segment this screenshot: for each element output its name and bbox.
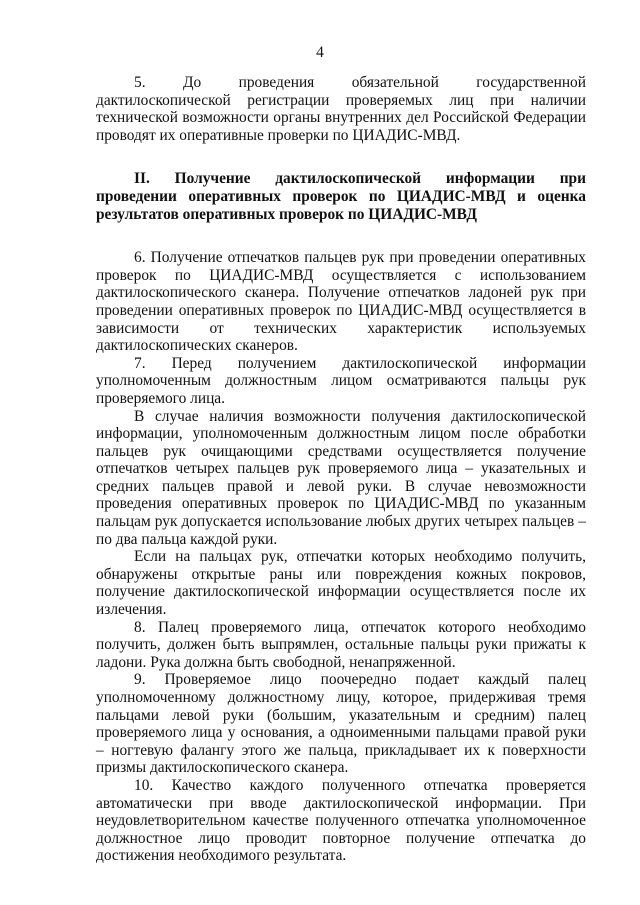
paragraph-8: 8. Палец проверяемого лица, отпечаток которого необходимо получить, должен быть выпрямлен, остальные пальцы руки прижаты к ладони. Рука должна быть свободной, ненапряженной. bbox=[96, 618, 586, 671]
section-heading: II. Получение дактилоскопической информации при проведении оперативных проверок по ЦИАДИС-МВД и оценка результатов оперативных проверок по ЦИАДИС-МВД bbox=[96, 170, 586, 223]
paragraph-7: 7. Перед получением дактилоскопической информации уполномоченным должностным лицом осматриваются пальцы рук проверяемого лица. bbox=[96, 354, 586, 407]
paragraph-6: 6. Получение отпечатков пальцев рук при проведении оперативных проверок по ЦИАДИС-МВД осуществляется с использованием дактилоскопического сканера. Получение отпечатков ладоней рук при проведении оперативных проверок по ЦИАДИС-МВД осуществляется в зависимости от технических характеристик используемых дактилоскопических сканеров. bbox=[96, 249, 586, 355]
paragraph-7-wounds: Если на пальцах рук, отпечатки которых необходимо получить, обнаружены открытые раны или повреждения кожных покровов, получение дактилоскопической информации осуществляется после их излечения. bbox=[96, 548, 586, 619]
document-body bbox=[96, 74, 586, 865]
paragraph-10: 10. Качество каждого полученного отпечатка проверяется автоматически при вводе дактилоскопической информации. При неудовлетворительном качестве полученного отпечатка уполномоченное должностное лицо проводит повторное получение отпечатка до достижения необходимого результата. bbox=[96, 776, 586, 865]
paragraph-5: 5. До проведения обязательной государственной дактилоскопической регистрации проверяемых лиц при наличии технической возможности органы внутренних дел Российской Федерации проводят их оперативные проверки по ЦИАДИС-МВД. bbox=[96, 74, 586, 144]
paragraph-9: 9. Проверяемое лицо поочередно подает каждый палец уполномоченному должностному лицу, которое, придерживая тремя пальцами левой руки (большим, указательным и средним) палец проверяемого лица у основания, а одноименными пальцами правой руки – ногтевую фалангу этого же пальца, прикладывает их к поверхности призмы дактилоскопического сканера. bbox=[96, 671, 586, 777]
paragraph-7-cleaning: В случае наличия возможности получения дактилоскопической информации, уполномоченным должностным лицом после обработки пальцев рук очищающими средствами осуществляется получение отпечатков четырех пальцев рук проверяемого лица – указательных и средних пальцев правой и левой руки. В случае невозможности проведения оперативных проверок по ЦИАДИС-МВД по указанным пальцам рук допускается использование любых других четырех пальцев – по два пальца каждой руки. bbox=[96, 407, 586, 548]
page-number: 4 bbox=[316, 44, 324, 61]
